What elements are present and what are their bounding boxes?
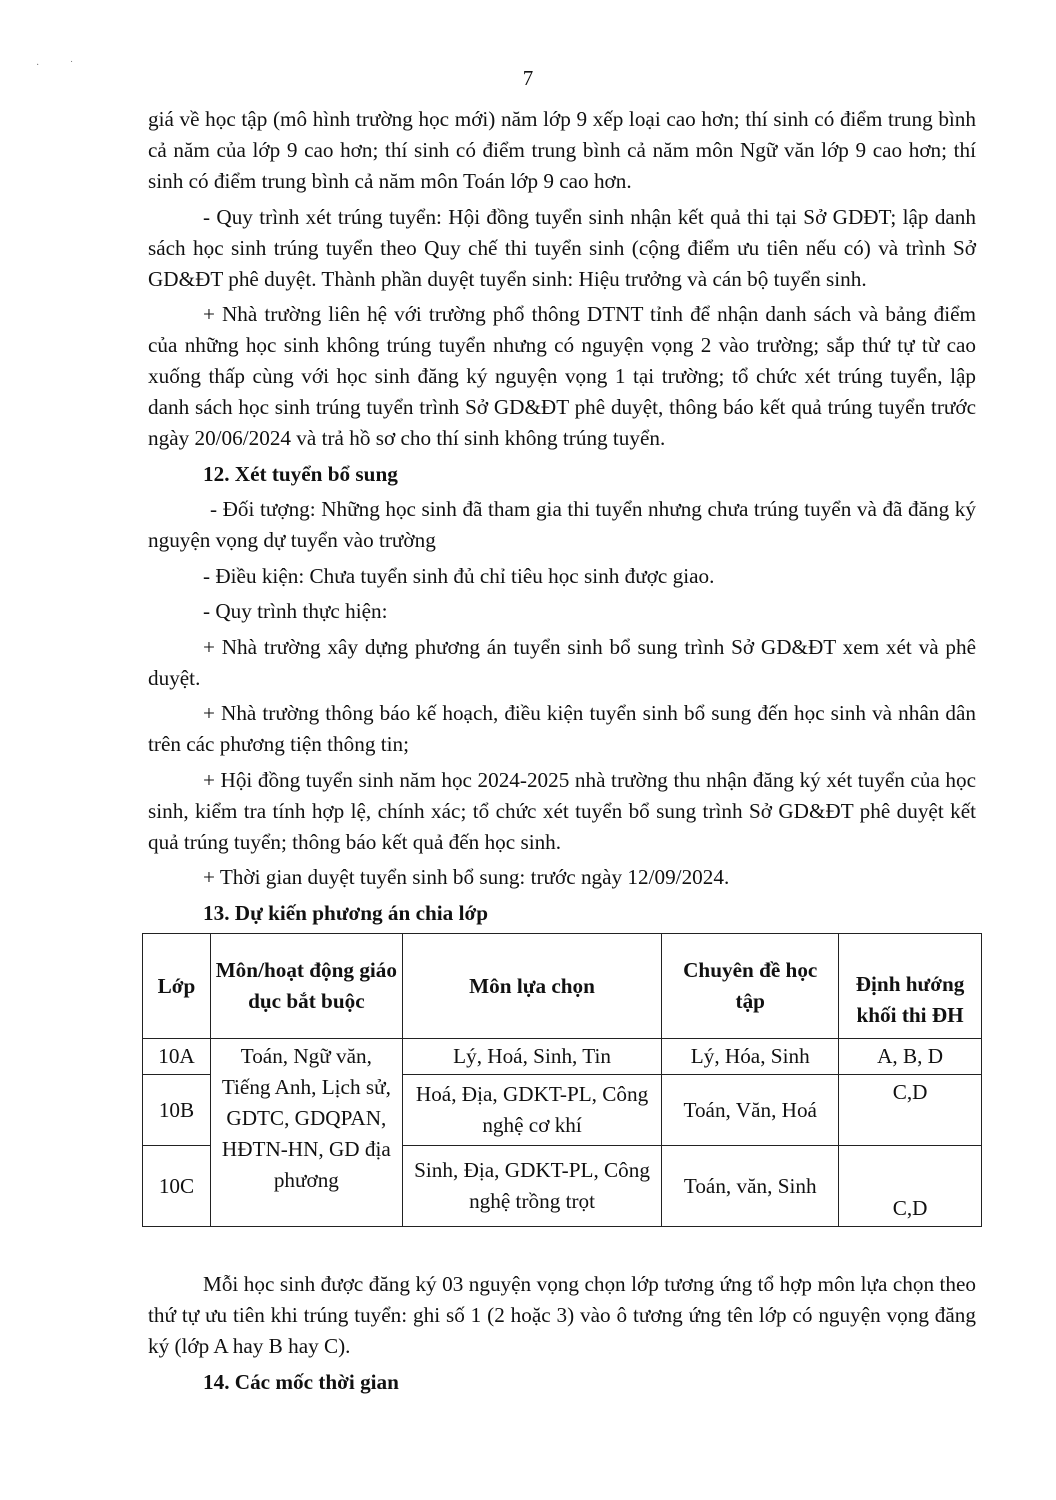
class-division-table: [142, 933, 982, 1227]
cell-orientation: C,D: [839, 1075, 982, 1146]
paragraph-10: + Thời gian duyệt tuyển sinh bổ sung: trước ngày 12/09/2024.: [203, 865, 730, 889]
paragraph-4: - Đối tượng: Những học sinh đã tham gia thi tuyển nhưng chưa trúng tuyển và đã đăng ký nguyện vọng dự tuyển vào trường: [148, 497, 976, 552]
cell-orientation: A, B, D: [839, 1039, 982, 1075]
cell-mandatory-shared: Toán, Ngữ văn, Tiếng Anh, Lịch sử, GDTC, GDQPAN, HĐTN-HN, GD địa phương: [210, 1039, 402, 1227]
cell-class: 10A: [143, 1039, 211, 1075]
paragraph-11: Mỗi học sinh được đăng ký 03 nguyện vọng chọn lớp tương ứng tổ hợp môn lựa chọn theo thứ tự ưu tiên khi trúng tuyển: ghi số 1 (2 hoặc 3) vào ô tương ứng tên lớp có nguyện vọng đăng ký (lớp A hay B hay C).: [148, 1272, 976, 1358]
class-division-table-wrapper: [142, 933, 982, 1227]
table-header-row: [143, 934, 982, 1039]
cell-orientation: C,D: [839, 1146, 982, 1227]
cell-topics: Toán, văn, Sinh: [662, 1146, 839, 1227]
paragraph-7: + Nhà trường xây dựng phương án tuyển sinh bổ sung trình Sở GD&ĐT xem xét và phê duyệt.: [148, 634, 976, 690]
scan-specks: · ˙: [36, 60, 88, 71]
cell-topics: Lý, Hóa, Sinh: [662, 1039, 839, 1075]
cell-elective: Hoá, Địa, GDKT-PL, Công nghệ cơ khí: [402, 1075, 662, 1146]
page-number: 7: [522, 66, 534, 90]
paragraph-5: - Điều kiện: Chưa tuyển sinh đủ chỉ tiêu học sinh được giao.: [203, 563, 715, 588]
paragraph-8: + Nhà trường thông báo kế hoạch, điều kiện tuyển sinh bổ sung đến học sinh và nhân dân trên các phương tiện thông tin;: [148, 701, 976, 756]
header-class: Lớp: [143, 934, 211, 1039]
paragraph-1: giá về học tập (mô hình trường học mới) năm lớp 9 xếp loại cao hơn; thí sinh có điểm trung bình cả năm của lớp 9 cao hơn; thí sinh có điểm trung bình cả năm môn Ngữ văn lớp 9 cao hơn; thí sinh có điểm trung bình cả năm môn Toán lớp 9 cao hơn.: [148, 107, 976, 193]
section-heading-13: 13. Dự kiến phương án chia lớp: [203, 900, 488, 925]
document-body: [148, 104, 976, 1402]
header-topics: Chuyên đề học tập: [662, 934, 839, 1039]
section-heading-14: 14. Các mốc thời gian: [203, 1369, 399, 1394]
cell-topics: Toán, Văn, Hoá: [662, 1075, 839, 1146]
paragraph-3: + Nhà trường liên hệ với trường phổ thông DTNT tỉnh để nhận danh sách và bảng điểm của những học sinh không trúng tuyển nhưng có nguyện vọng 2 vào trường; sắp thứ tự từ cao xuống thấp cùng với học sinh đăng ký nguyện vọng 1 tại trường; tổ chức xét trúng tuyển, lập danh sách học sinh trúng tuyển trình Sở GD&ĐT phê duyệt, thông báo kết quả trúng tuyển trước ngày 20/06/2024 và trả hồ sơ cho thí sinh không trúng tuyển.: [148, 302, 976, 450]
paragraph-9: + Hội đồng tuyển sinh năm học 2024-2025 nhà trường thu nhận đăng ký xét tuyển của học sinh, kiểm tra tính hợp lệ, chính xác; tổ chức xét tuyển bổ sung trình Sở GD&ĐT phê duyệt kết quả trúng tuyển; thông báo kết quả đến học sinh.: [148, 767, 976, 854]
cell-class: 10B: [143, 1075, 211, 1146]
cell-elective: Lý, Hoá, Sinh, Tin: [402, 1039, 662, 1075]
table-row: [143, 1039, 982, 1075]
cell-elective: Sinh, Địa, GDKT-PL, Công nghệ trồng trọt: [402, 1146, 662, 1227]
cell-class: 10C: [143, 1146, 211, 1227]
header-orientation: Định hướng khối thi ĐH: [839, 934, 982, 1039]
header-elective: Môn lựa chọn: [402, 934, 662, 1039]
section-heading-12: 12. Xét tuyển bổ sung: [203, 461, 398, 486]
paragraph-2: - Quy trình xét trúng tuyển: Hội đồng tuyển sinh nhận kết quả thi tại Sở GDĐT; lập danh sách học sinh trúng tuyển theo Quy chế thi tuyển sinh (cộng điểm ưu tiên nếu có) và trình Sở GD&ĐT phê duyệt. Thành phần duyệt tuyển sinh: Hiệu trưởng và cán bộ tuyển sinh.: [148, 204, 976, 291]
paragraph-6: - Quy trình thực hiện:: [203, 599, 388, 623]
header-mandatory: Môn/hoạt động giáo dục bắt buộc: [210, 934, 402, 1039]
